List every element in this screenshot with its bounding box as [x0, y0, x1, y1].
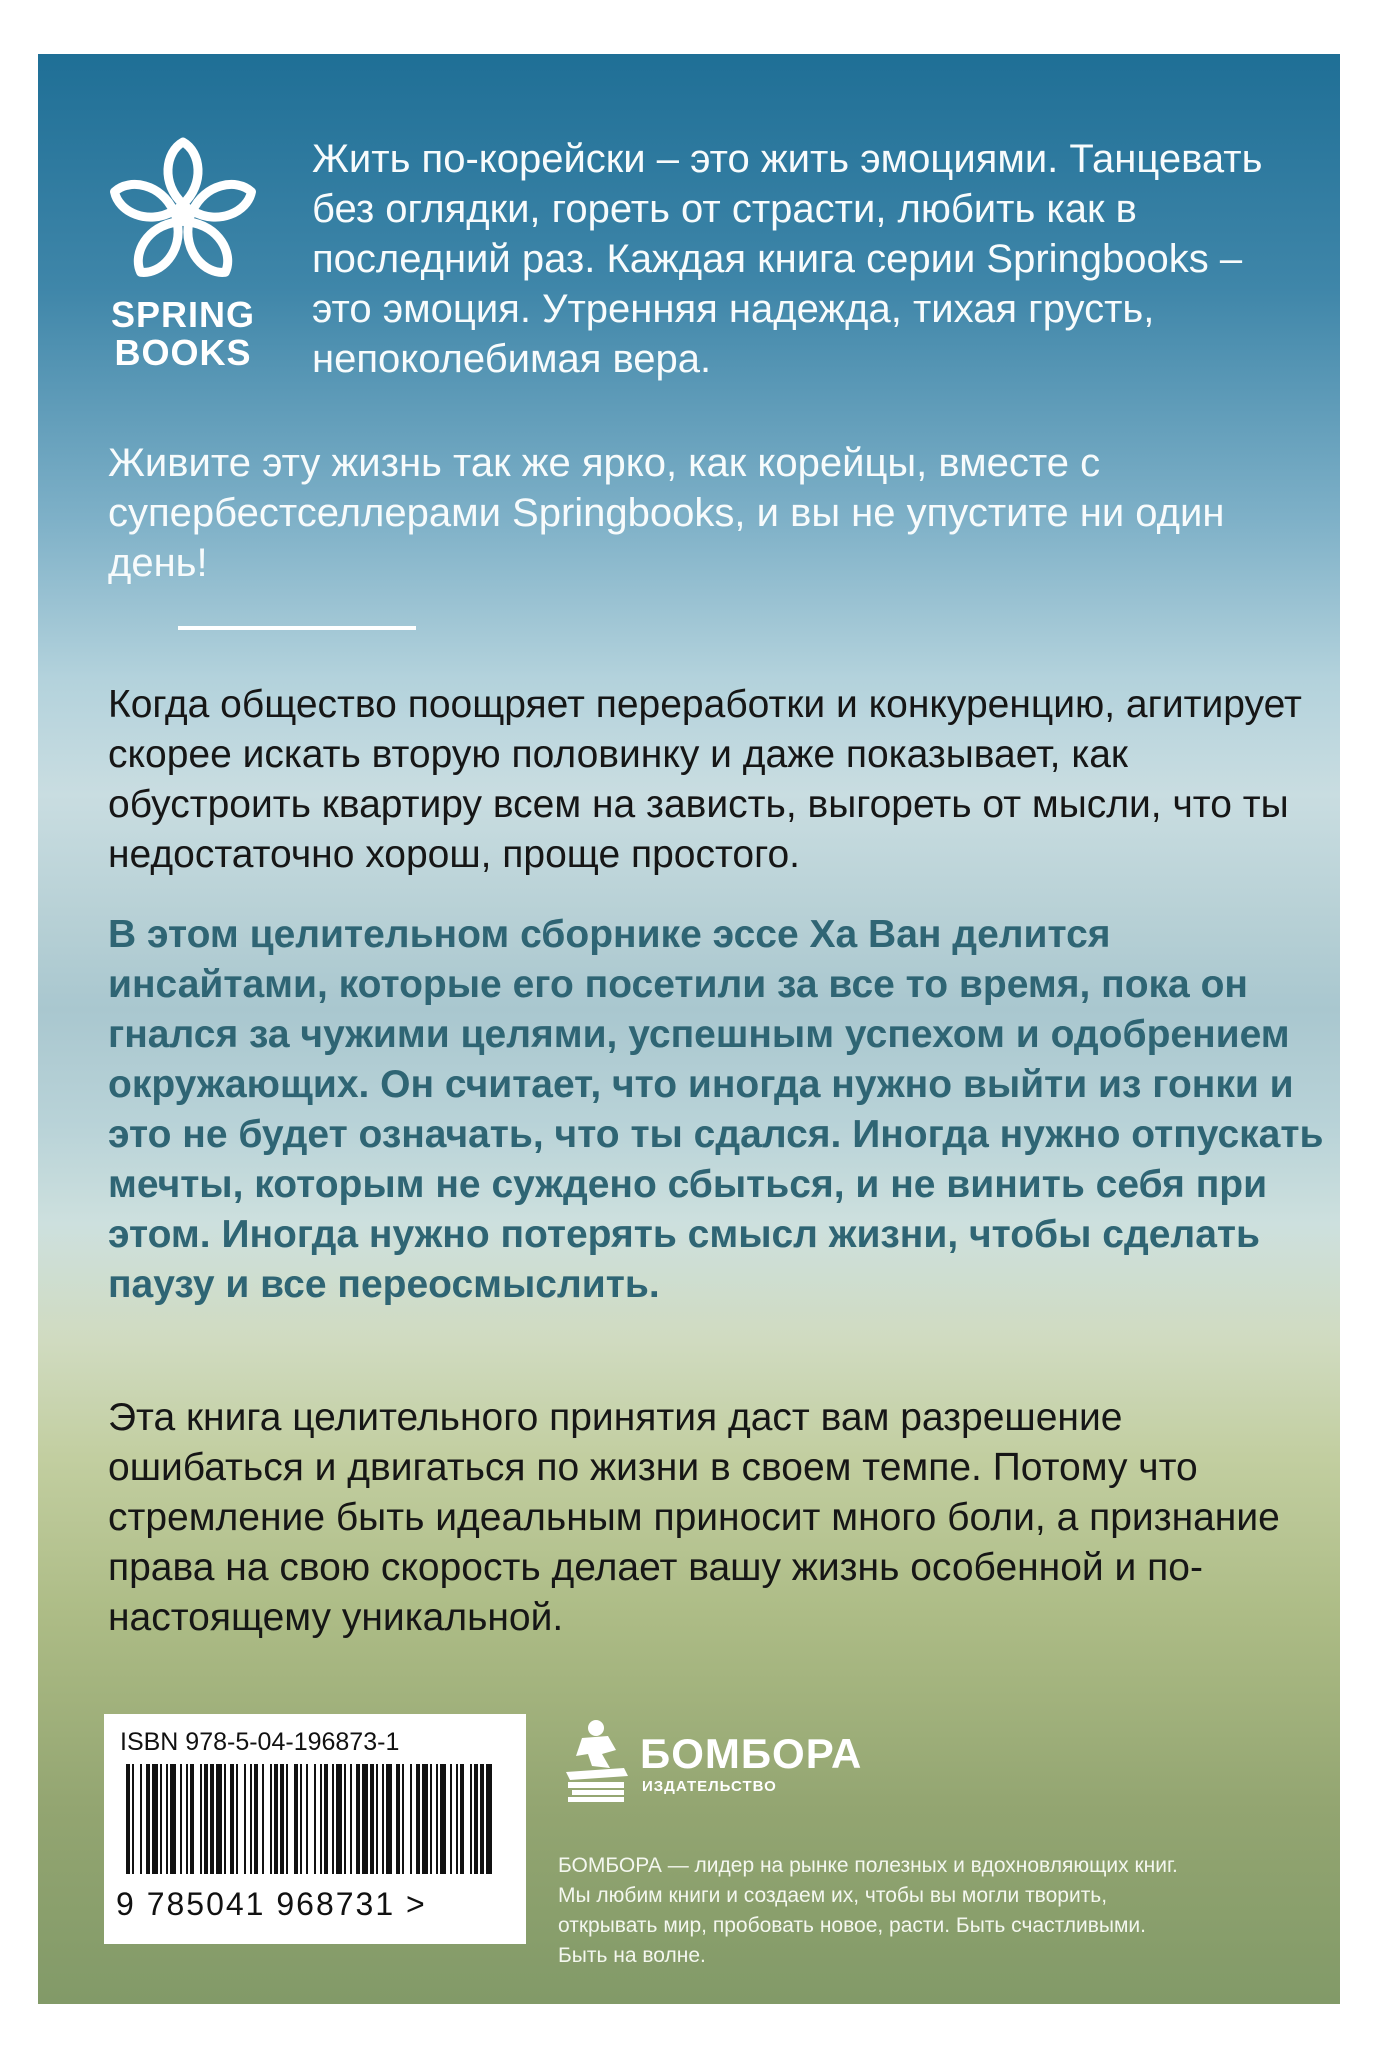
- publisher-logo: [558, 1716, 863, 1806]
- paragraph-3: Эта книга целительного принятия даст вам разрешение ошибаться и двигаться по жизни в своем темпе. Потому что стремление быть идеальным приносит много боли, а признание права на свою скорость делает вашу жизнь особенной и по-настоящему уникальной.: [108, 1396, 1280, 1639]
- publisher-description: БОМБОРА — лидер на рынке полезных и вдохновляющих книг. Мы любим книги и создаем их, чтобы вы могли творить, открывать мир, пробовать новое, расти. Быть счастливыми. Быть на волне.: [558, 1854, 1178, 1967]
- publisher-subtitle: ИЗДАТЕЛЬСТВО: [642, 1778, 777, 1795]
- paragraph-2-highlight: В этом целительном сборнике эссе Ха Ван делится инсайтами, которые его посетили за все то время, пока он гнался за чужими целями, успешным успехом и одобрением окружающих. Он считает, что иногда нужно выйти из гонки и это не будет означать, что ты сдался. Иногда нужно отпускать мечты, которым не суждено сбыться, и не винить себя при этом. Иногда нужно потерять смысл жизни, чтобы сделать паузу и все переосмыслить.: [108, 913, 1324, 1306]
- flower-icon: [100, 132, 266, 292]
- springbooks-logo: [100, 132, 266, 372]
- isbn-barcode-box: [104, 1714, 526, 1944]
- barcode-icon: [118, 1764, 514, 1884]
- divider: [178, 626, 416, 630]
- back-cover: [38, 54, 1340, 2004]
- isbn-label: ISBN 978-5-04-196873-1: [120, 1728, 400, 1756]
- barcode-digits: 9 785041 968731 >: [116, 1886, 427, 1922]
- bomb-rider-logo-icon: [558, 1716, 634, 1806]
- series-intro: Жить по-корейски – это жить эмоциями. Танцевать без оглядки, гореть от страсти, любить как в последний раз. Каждая книга серии Springbooks – это эмоция. Утренняя надежда, тихая грусть, непоколебимая вера.: [312, 137, 1263, 381]
- series-intro-2: Живите эту жизнь так же ярко, как корейцы, вместе с супербестселлерами Springbooks, и вы не упустите ни один день!: [108, 441, 1225, 585]
- paragraph-1: Когда общество поощряет переработки и конкуренцию, агитирует скорее искать вторую половинку и даже показывает, как обустроить квартиру всем на зависть, выгореть от мысли, что ты недостаточно хорош, проще простого.: [108, 683, 1302, 876]
- publisher-name: БОМБОРА: [640, 1730, 863, 1777]
- logo-books: BOOKS: [114, 332, 252, 373]
- logo-spring: SPRING: [110, 294, 256, 335]
